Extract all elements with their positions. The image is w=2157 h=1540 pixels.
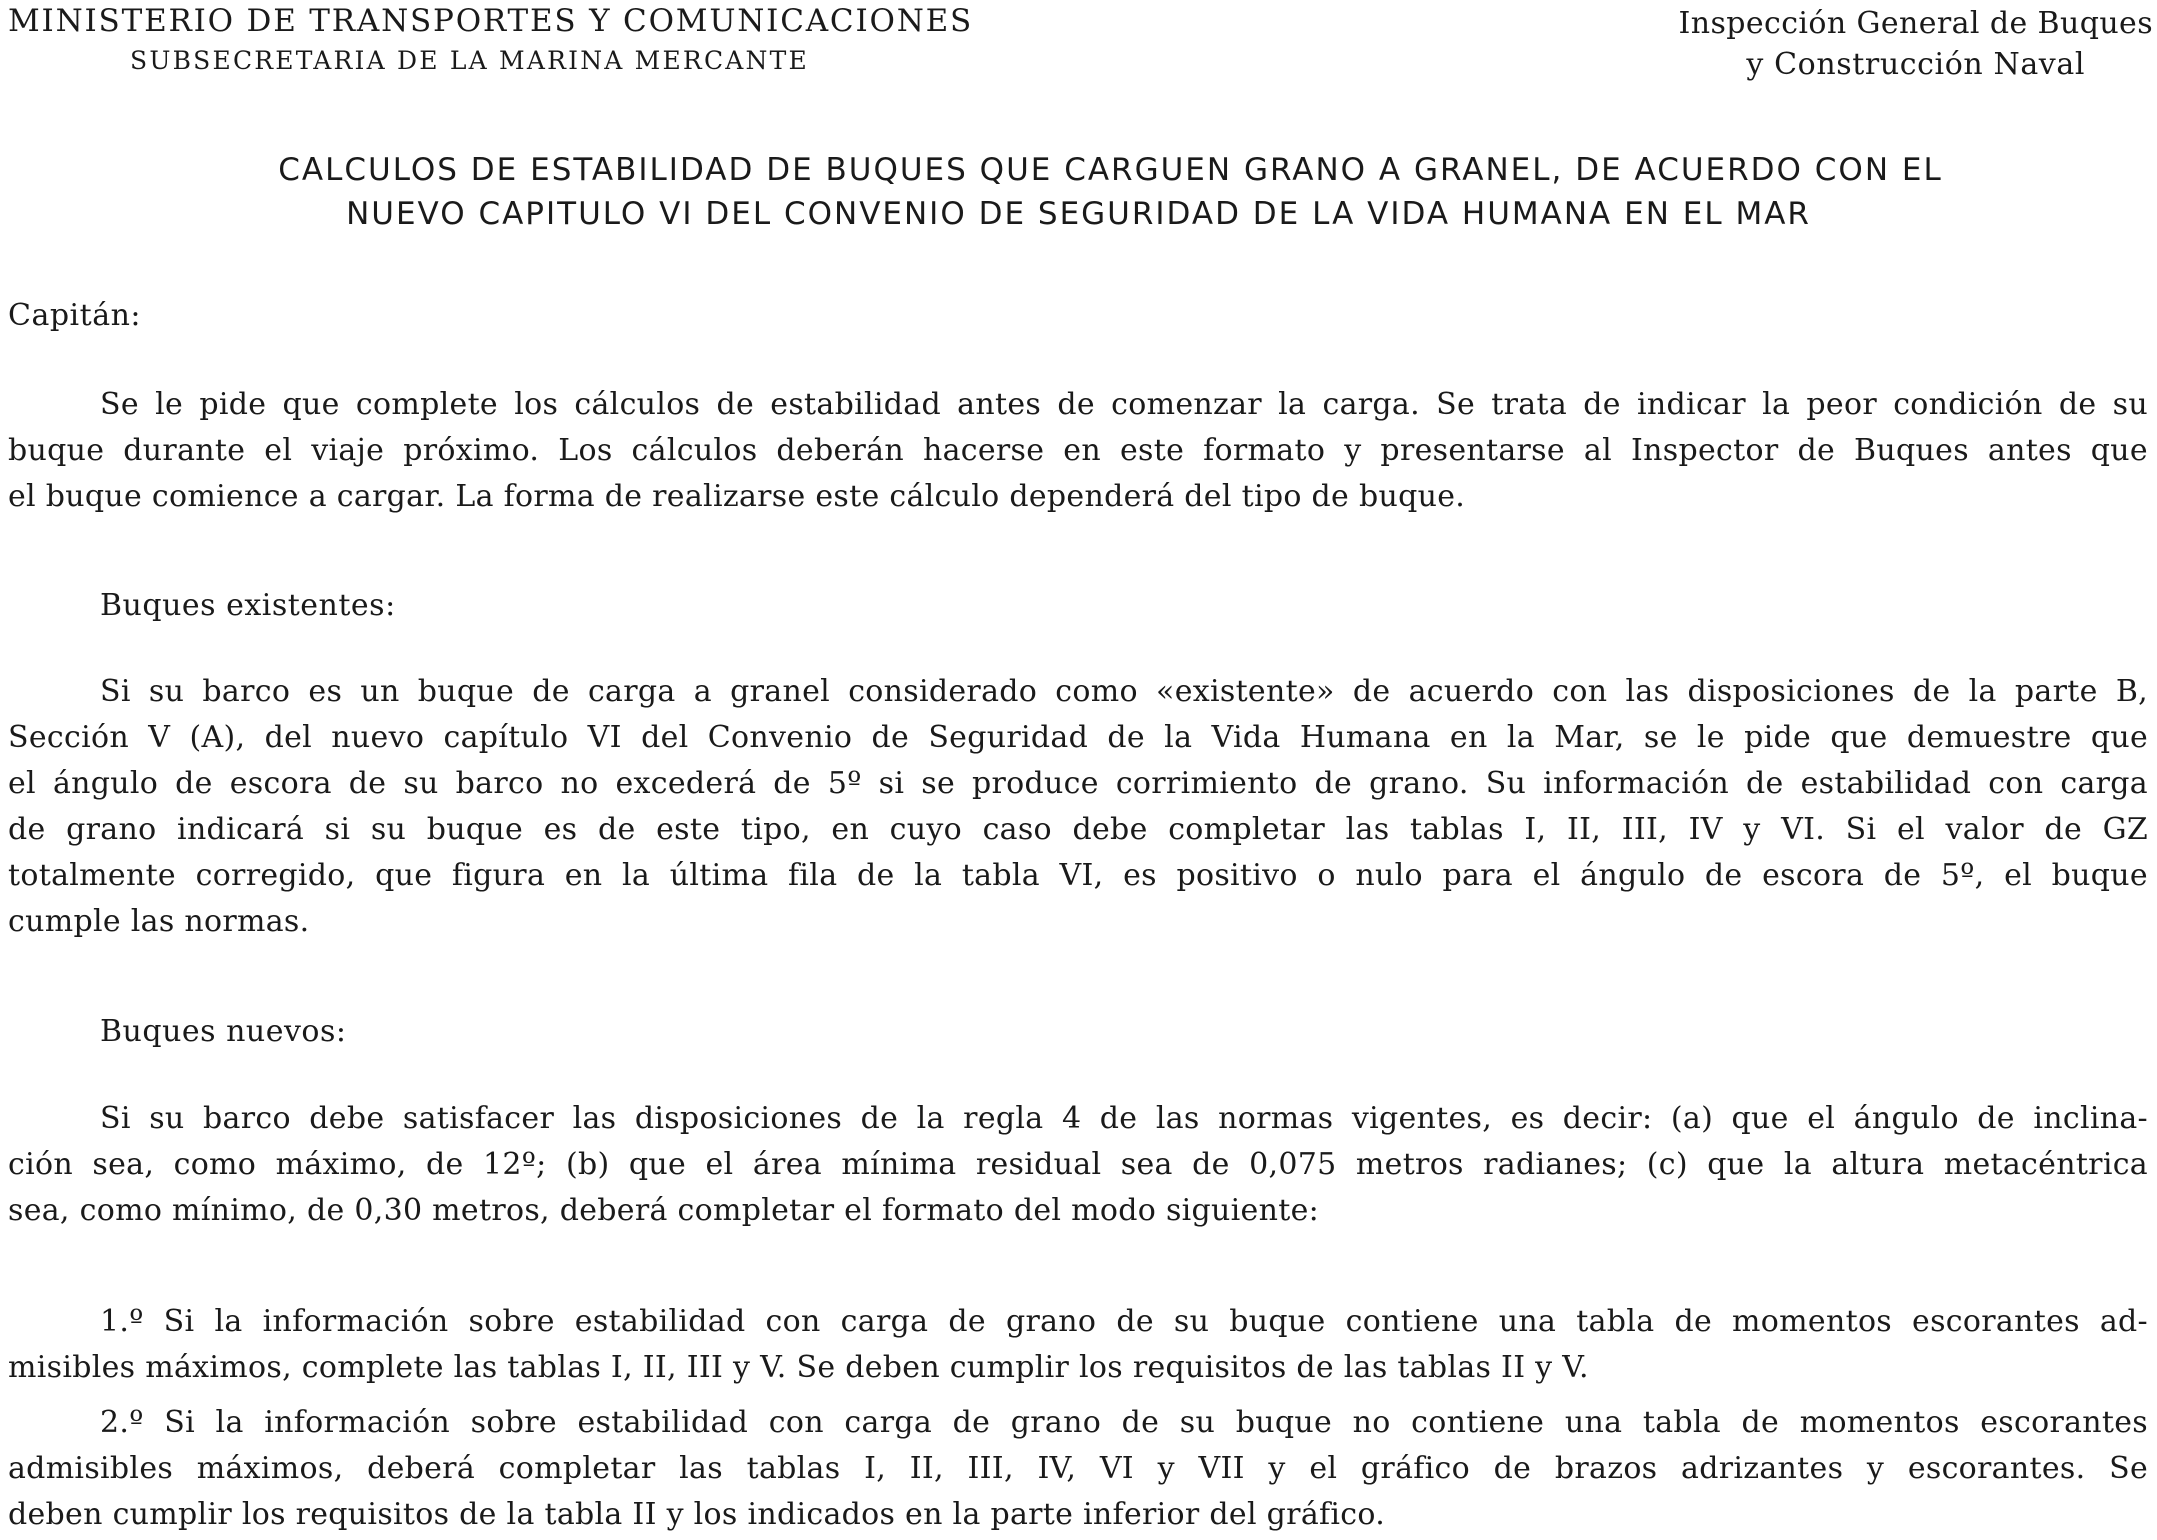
paragraph-line: Sección V (A), del nuevo capítulo VI del Convenio de Seguridad de la Vida Humana en la Mar, se le pide que demuestre que: [8, 720, 2148, 755]
document-title: [0, 148, 2157, 236]
paragraph-line: 2.º Si la información sobre estabilidad con carga de grano de su buque no contiene una tabla de momentos escorantes: [100, 1405, 2148, 1440]
existing-ships-paragraph: [8, 669, 2148, 945]
new-ships-paragraph: [8, 1096, 2148, 1234]
ministry-header: [8, 2, 973, 82]
paragraph-line: de grano indicará si su buque es de este tipo, en cuyo caso debe completar las tablas I, II, III, IV y VI. Si el valor de GZ: [8, 812, 2148, 847]
paragraph-line: ción sea, como máximo, de 12º; (b) que el área mínima residual sea de 0,075 metros radianes; (c) que la altura metacéntrica: [8, 1147, 2148, 1182]
paragraph-line: sea, como mínimo, de 0,30 metros, deberá completar el formato del modo siguiente:: [8, 1193, 1320, 1228]
existing-ships-heading: Buques existentes:: [100, 588, 396, 623]
new-ships-heading: Buques nuevos:: [100, 1014, 347, 1049]
paragraph-line: misibles máximos, complete las tablas I, II, III y V. Se deben cumplir los requisitos de las tablas II y V.: [8, 1350, 1589, 1385]
title-line-2: NUEVO CAPITULO VI DEL CONVENIO DE SEGURIDAD DE LA VIDA HUMANA EN EL MAR: [346, 196, 1811, 232]
paragraph-line: deben cumplir los requisitos de la tabla II y los indicados en la parte inferior del gráfico.: [8, 1497, 1386, 1532]
item-2-paragraph: [8, 1400, 2148, 1538]
subsecretaria-name: SUBSECRETARIA DE LA MARINA MERCANTE: [130, 46, 809, 75]
inspection-line-1: Inspección General de Buques: [1678, 6, 2153, 41]
paragraph-line: Se le pide que complete los cálculos de estabilidad antes de comenzar la carga. Se trata de indicar la peor condición de su: [100, 387, 2148, 422]
paragraph-line: cumple las normas.: [8, 904, 310, 939]
paragraph-line: el buque comience a cargar. La forma de realizarse este cálculo dependerá del tipo de buque.: [8, 479, 1466, 514]
paragraph-line: Si su barco es un buque de carga a granel considerado como «existente» de acuerdo con las disposiciones de la parte B,: [100, 674, 2148, 709]
inspection-line-2: y Construcción Naval: [1746, 47, 2086, 82]
intro-paragraph: [8, 382, 2148, 520]
paragraph-line: buque durante el viaje próximo. Los cálculos deberán hacerse en este formato y presentarse al Inspector de Buques antes que: [8, 433, 2148, 468]
paragraph-line: totalmente corregido, que figura en la última fila de la tabla VI, es positivo o nulo para el ángulo de escora de 5º, el buque: [8, 858, 2148, 893]
paragraph-line: Si su barco debe satisfacer las disposiciones de la regla 4 de las normas vigentes, es decir: (a) que el ángulo de inclina-: [100, 1101, 2148, 1136]
ministry-name: MINISTERIO DE TRANSPORTES Y COMUNICACIONES: [8, 3, 974, 39]
title-line-1: CALCULOS DE ESTABILIDAD DE BUQUES QUE CARGUEN GRANO A GRANEL, DE ACUERDO CON EL: [278, 152, 1943, 188]
item-1-paragraph: [8, 1299, 2148, 1391]
paragraph-line: admisibles máximos, deberá completar las tablas I, II, III, IV, VI y VII y el gráfico de brazos adrizantes y escorantes. Se: [8, 1451, 2148, 1486]
salutation: Capitán:: [8, 298, 142, 333]
inspection-header: [1678, 4, 2153, 86]
paragraph-line: 1.º Si la información sobre estabilidad con carga de grano de su buque contiene una tabla de momentos escorantes ad-: [100, 1304, 2148, 1339]
paragraph-line: el ángulo de escora de su barco no excederá de 5º si se produce corrimiento de grano. Su información de estabilidad con carga: [8, 766, 2148, 801]
